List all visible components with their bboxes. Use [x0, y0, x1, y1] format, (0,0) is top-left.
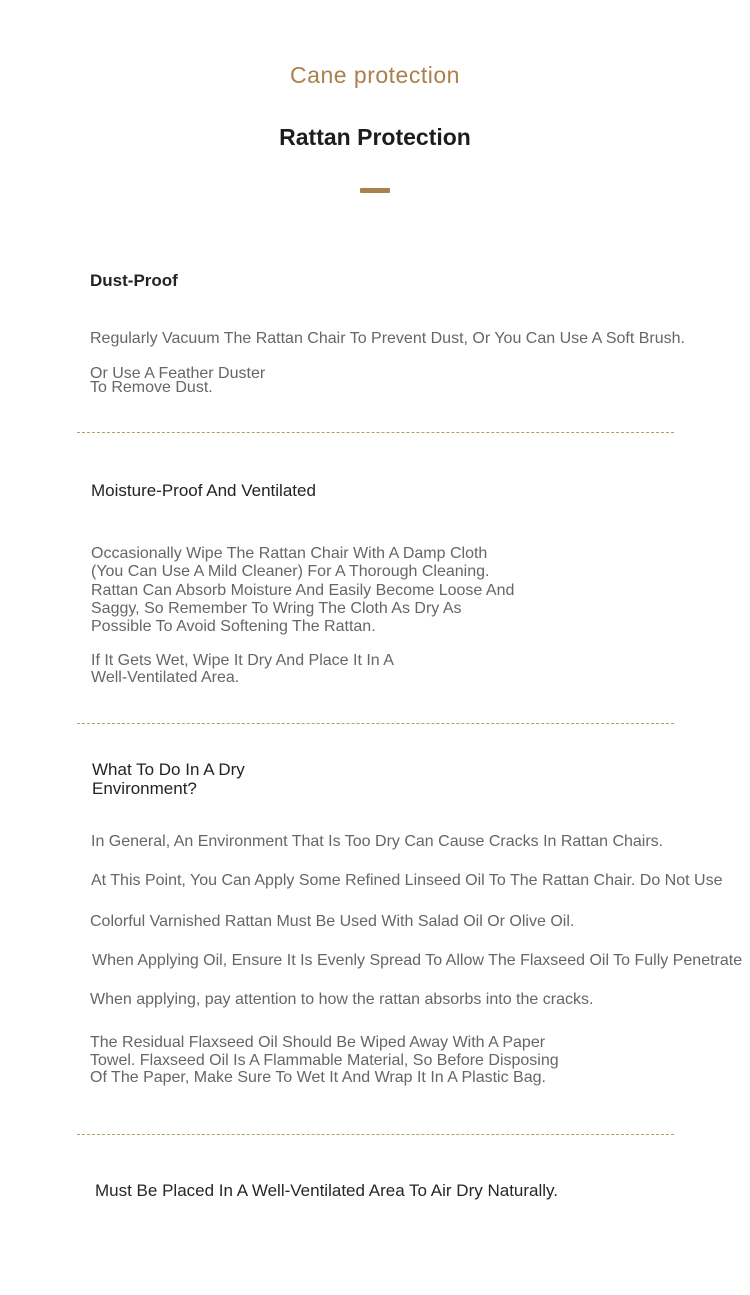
dry-environment-heading-line-1: What To Do In A Dry — [92, 760, 245, 779]
moisture-proof-heading: Moisture-Proof And Ventilated — [91, 481, 316, 500]
dry-flaxseed-text-line: The Residual Flaxseed Oil Should Be Wiped Away With A Paper — [90, 1034, 546, 1051]
air-dry-instruction: Must Be Placed In A Well-Ventilated Area To Air Dry Naturally. — [95, 1181, 559, 1200]
page-title: Rattan Protection — [279, 124, 471, 150]
dry-text-line-2: At This Point, You Can Apply Some Refined Linseed Oil To The Rattan Chair. Do Not Use — [91, 872, 723, 889]
moisture-wet-text-line: If It Gets Wet, Wipe It Dry And Place It In A — [91, 652, 394, 669]
dust-proof-text-line-2: Or Use A Feather Duster — [90, 365, 266, 382]
dry-flaxseed-text-line: Of The Paper, Make Sure To Wet It And Wrap It In A Plastic Bag. — [90, 1069, 546, 1086]
dry-text-line-5: When applying, pay attention to how the rattan absorbs into the cracks. — [90, 991, 594, 1008]
moisture-text-line: Rattan Can Absorb Moisture And Easily Become Loose And — [91, 582, 515, 599]
dry-text-line-1: In General, An Environment That Is Too Dry Can Cause Cracks In Rattan Chairs. — [91, 833, 664, 850]
moisture-text-line: (You Can Use A Mild Cleaner) For A Thorough Cleaning. — [91, 563, 490, 580]
section-kicker: Cane protection — [290, 62, 460, 88]
dust-proof-text-line-3: To Remove Dust. — [90, 379, 213, 396]
section-divider — [77, 1134, 674, 1135]
moisture-wet-text-line: Well-Ventilated Area. — [91, 669, 240, 686]
dry-flaxseed-text-line: Towel. Flaxseed Oil Is A Flammable Material, So Before Disposing — [90, 1052, 559, 1069]
dry-text-line-3: Colorful Varnished Rattan Must Be Used With Salad Oil Or Olive Oil. — [90, 913, 575, 930]
dust-proof-heading: Dust-Proof — [90, 271, 178, 290]
section-divider — [77, 723, 674, 724]
dry-environment-heading-line-2: Environment? — [92, 779, 197, 798]
dust-proof-text-line-1: Regularly Vacuum The Rattan Chair To Prevent Dust, Or You Can Use A Soft Brush. — [90, 330, 685, 347]
section-divider — [77, 432, 674, 433]
moisture-text-line: Possible To Avoid Softening The Rattan. — [91, 618, 376, 635]
title-accent-bar — [360, 188, 390, 193]
moisture-text-line: Occasionally Wipe The Rattan Chair With A Damp Cloth — [91, 545, 488, 562]
dry-text-line-4: When Applying Oil, Ensure It Is Evenly Spread To Allow The Flaxseed Oil To Fully Penetrate — [92, 952, 743, 969]
moisture-text-line: Saggy, So Remember To Wring The Cloth As Dry As — [91, 600, 462, 617]
